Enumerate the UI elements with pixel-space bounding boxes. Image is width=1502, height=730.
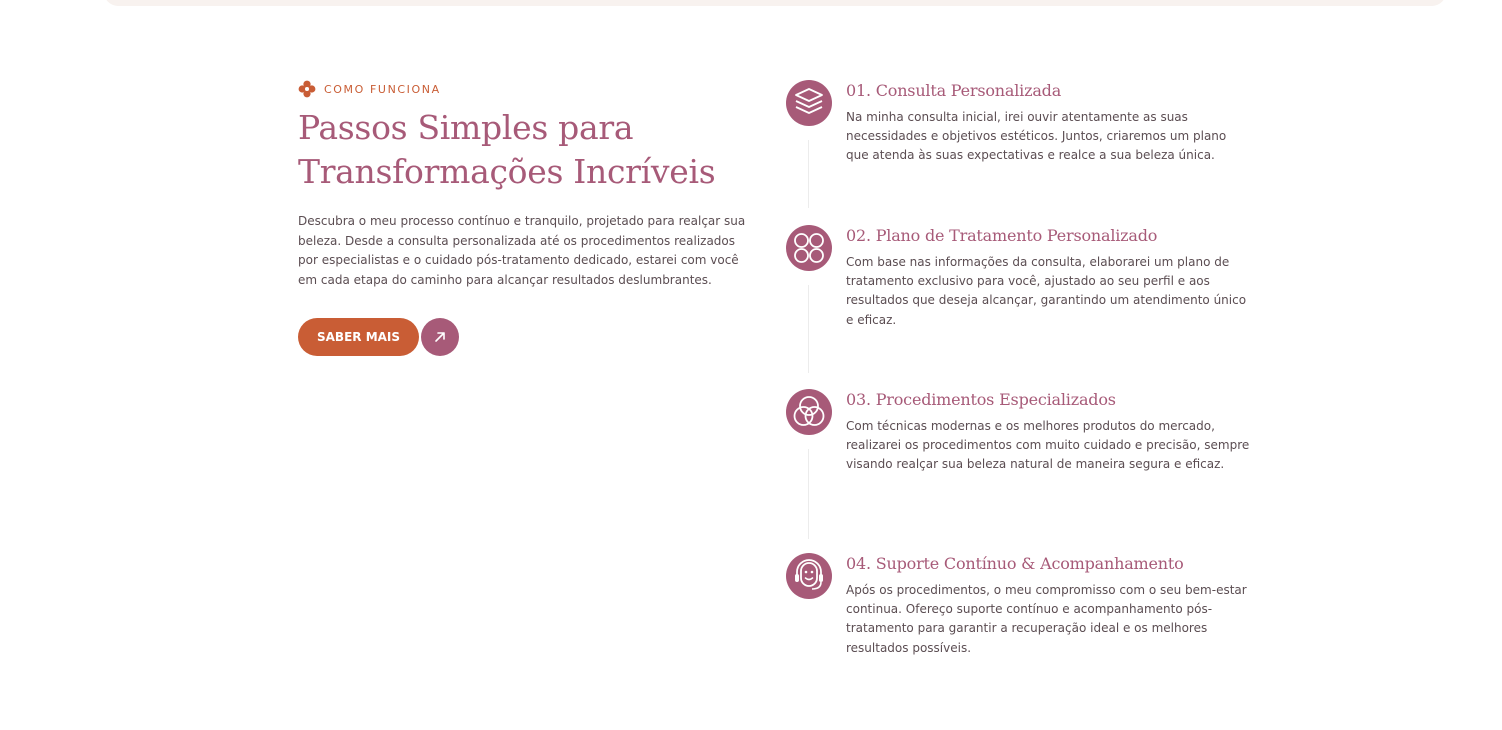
step-description: Na minha consulta inicial, irei ouvir atentamente as suas necessidades e objetivos estéticos. Juntos, criaremos um plano que atenda às suas expectativas e realce a sua beleza única. (846, 110, 1227, 163)
arrow-up-right-icon[interactable] (421, 318, 459, 356)
step-connector (808, 140, 809, 208)
step-title: 03. Procedimentos Especializados (846, 390, 1116, 409)
step-title: 04. Suporte Contínuo & Acompanhamento (846, 554, 1184, 573)
top-card (104, 0, 1446, 6)
step-title: 02. Plano de Tratamento Personalizado (846, 226, 1158, 245)
step-connector (808, 449, 809, 539)
heading-line-1: Passos Simples para (298, 108, 634, 147)
support-headset-icon (786, 553, 832, 599)
heading-line-2: Transformações Incríveis (298, 152, 716, 191)
saber-mais-button[interactable]: SABER MAIS (298, 318, 419, 356)
step-description: Com base nas informações da consulta, elaborarei um plano de tratamento exclusivo para você, ajustado ao seu perfil e aos resultados que deseja alcançar, garantindo um atendimento único e eficaz. (846, 255, 1247, 327)
circles-grid-icon (786, 225, 832, 271)
how-it-works-intro (298, 80, 758, 356)
venn-circles-icon (786, 389, 832, 435)
step-connector (808, 285, 809, 373)
step-description: Com técnicas modernas e os melhores produtos do mercado, realizarei os procedimentos com muito cuidado e precisão, sempre visando realçar sua beleza natural de maneira segura e eficaz. (846, 419, 1250, 472)
eyebrow-label: COMO FUNCIONA (324, 82, 441, 96)
layers-icon (786, 80, 832, 126)
eyebrow (298, 80, 758, 98)
page-title (298, 106, 758, 194)
step-title: 01. Consulta Personalizada (846, 81, 1062, 100)
cta-group (298, 318, 758, 356)
intro-paragraph: Descubra o meu processo contínuo e tranquilo, projetado para realçar sua beleza. Desde a consulta personalizada até os procedimentos realizados por especialistas e o cuidado pós-tratamento dedicado, estarei com você em cada etapa do caminho para alcançar resultados deslumbrantes. (298, 214, 746, 287)
flower-icon (298, 80, 316, 98)
step-description: Após os procedimentos, o meu compromisso com o seu bem-estar continua. Ofereço suporte contínuo e acompanhamento pós-tratamento para garantir a recuperação ideal e os melhores resultados possíveis. (846, 583, 1247, 655)
